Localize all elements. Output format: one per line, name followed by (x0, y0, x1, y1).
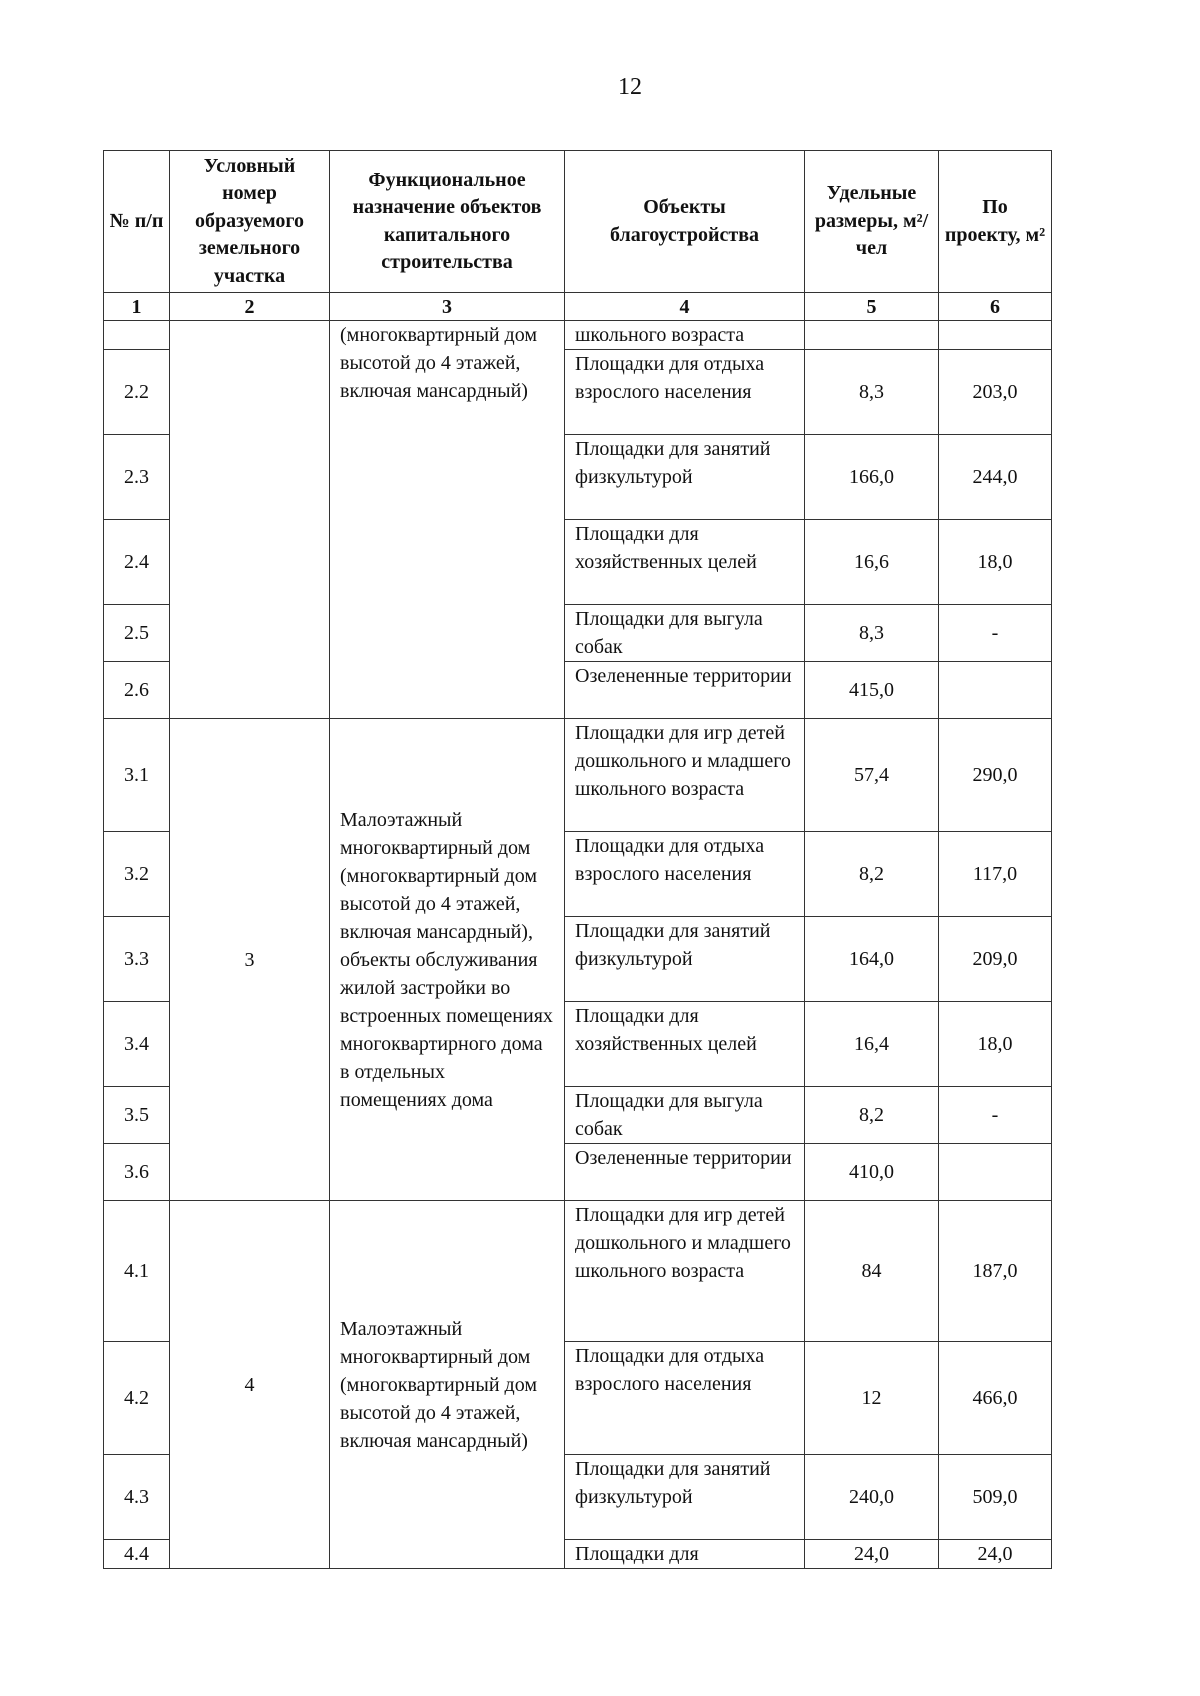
number-cell: 4.2 (104, 1342, 170, 1455)
number-cell: 4.4 (104, 1540, 170, 1569)
plot-cell: 3 (170, 719, 330, 1201)
specific-cell: 24,0 (805, 1540, 939, 1569)
object-cell: Площадки для занятий физкультурой (565, 917, 805, 1002)
number-cell: 2.3 (104, 435, 170, 520)
object-cell: школьного возраста (565, 321, 805, 350)
number-cell: 3.3 (104, 917, 170, 1002)
specific-cell: 8,2 (805, 832, 939, 917)
object-cell: Площадки для занятий физкультурой (565, 1455, 805, 1540)
header-cell-function: Функциональное назначение объектов капитального строительства (330, 151, 565, 293)
column-number: 4 (565, 293, 805, 321)
specific-cell: 240,0 (805, 1455, 939, 1540)
object-cell: Площадки для выгула собак (565, 605, 805, 662)
object-cell: Площадки для отдыха взрослого населения (565, 832, 805, 917)
header-cell-specific-size: Удельные размеры, м²/чел (805, 151, 939, 293)
object-cell: Озелененные территории (565, 662, 805, 719)
number-cell: 3.5 (104, 1087, 170, 1144)
object-cell: Площадки для выгула собак (565, 1087, 805, 1144)
specific-cell: 16,4 (805, 1002, 939, 1087)
column-number-row (104, 293, 1052, 321)
number-cell: 3.2 (104, 832, 170, 917)
column-number: 5 (805, 293, 939, 321)
specific-cell: 12 (805, 1342, 939, 1455)
function-cell: Малоэтажный многоквартирный дом (многоквартирный дом высотой до 4 этажей, включая мансардный) (330, 1201, 565, 1569)
number-cell: 2.5 (104, 605, 170, 662)
object-cell: Площадки для отдыха взрослого населения (565, 1342, 805, 1455)
specific-cell: 57,4 (805, 719, 939, 832)
object-cell: Площадки для игр детей дошкольного и младшего школьного возраста (565, 1201, 805, 1342)
column-number: 3 (330, 293, 565, 321)
landscaping-table (103, 150, 1052, 1569)
number-cell: 3.1 (104, 719, 170, 832)
project-cell: 187,0 (939, 1201, 1052, 1342)
number-cell: 4.3 (104, 1455, 170, 1540)
number-cell: 2.6 (104, 662, 170, 719)
object-cell: Площадки для занятий физкультурой (565, 435, 805, 520)
function-cell: (многоквартирный дом высотой до 4 этажей, включая мансардный) (330, 321, 565, 719)
specific-cell: 8,3 (805, 605, 939, 662)
object-cell: Площадки для отдыха взрослого населения (565, 350, 805, 435)
column-number: 2 (170, 293, 330, 321)
column-number: 6 (939, 293, 1052, 321)
number-cell: 2.2 (104, 350, 170, 435)
page-number: 12 (618, 74, 642, 100)
project-cell: 209,0 (939, 917, 1052, 1002)
project-cell: 18,0 (939, 1002, 1052, 1087)
column-number: 1 (104, 293, 170, 321)
specific-cell: 166,0 (805, 435, 939, 520)
project-cell: 466,0 (939, 1342, 1052, 1455)
project-cell: 290,0 (939, 719, 1052, 832)
project-cell (939, 321, 1052, 350)
project-cell: 18,0 (939, 520, 1052, 605)
specific-cell: 415,0 (805, 662, 939, 719)
specific-cell: 164,0 (805, 917, 939, 1002)
number-cell: 3.4 (104, 1002, 170, 1087)
specific-cell: 16,6 (805, 520, 939, 605)
specific-cell: 8,3 (805, 350, 939, 435)
plot-cell: 4 (170, 1201, 330, 1569)
function-cell: Малоэтажный многоквартирный дом (многоквартирный дом высотой до 4 этажей, включая мансардный), объекты обслуживания жилой застройки во встроенных помещениях многоквартирного дома в отдельных помещениях дома (330, 719, 565, 1201)
plot-cell (170, 321, 330, 719)
project-cell: 24,0 (939, 1540, 1052, 1569)
project-cell (939, 662, 1052, 719)
object-cell: Площадки для хозяйственных целей (565, 520, 805, 605)
project-cell: 509,0 (939, 1455, 1052, 1540)
object-cell: Площадки для (565, 1540, 805, 1569)
number-cell (104, 321, 170, 350)
table-row (104, 719, 1052, 832)
header-cell-project: По проекту, м² (939, 151, 1052, 293)
number-cell: 3.6 (104, 1144, 170, 1201)
project-cell: - (939, 605, 1052, 662)
object-cell: Площадки для игр детей дошкольного и младшего школьного возраста (565, 719, 805, 832)
specific-cell (805, 321, 939, 350)
header-cell-plot: Условный номер образуемого земельного участка (170, 151, 330, 293)
table-row (104, 1201, 1052, 1342)
header-cell-number: № п/п (104, 151, 170, 293)
project-cell: - (939, 1087, 1052, 1144)
object-cell: Озелененные территории (565, 1144, 805, 1201)
specific-cell: 410,0 (805, 1144, 939, 1201)
number-cell: 2.4 (104, 520, 170, 605)
table-row (104, 321, 1052, 350)
specific-cell: 84 (805, 1201, 939, 1342)
project-cell: 203,0 (939, 350, 1052, 435)
project-cell (939, 1144, 1052, 1201)
project-cell: 117,0 (939, 832, 1052, 917)
header-cell-objects: Объекты благоустройства (565, 151, 805, 293)
project-cell: 244,0 (939, 435, 1052, 520)
number-cell: 4.1 (104, 1201, 170, 1342)
object-cell: Площадки для хозяйственных целей (565, 1002, 805, 1087)
table-header-row (104, 151, 1052, 293)
specific-cell: 8,2 (805, 1087, 939, 1144)
